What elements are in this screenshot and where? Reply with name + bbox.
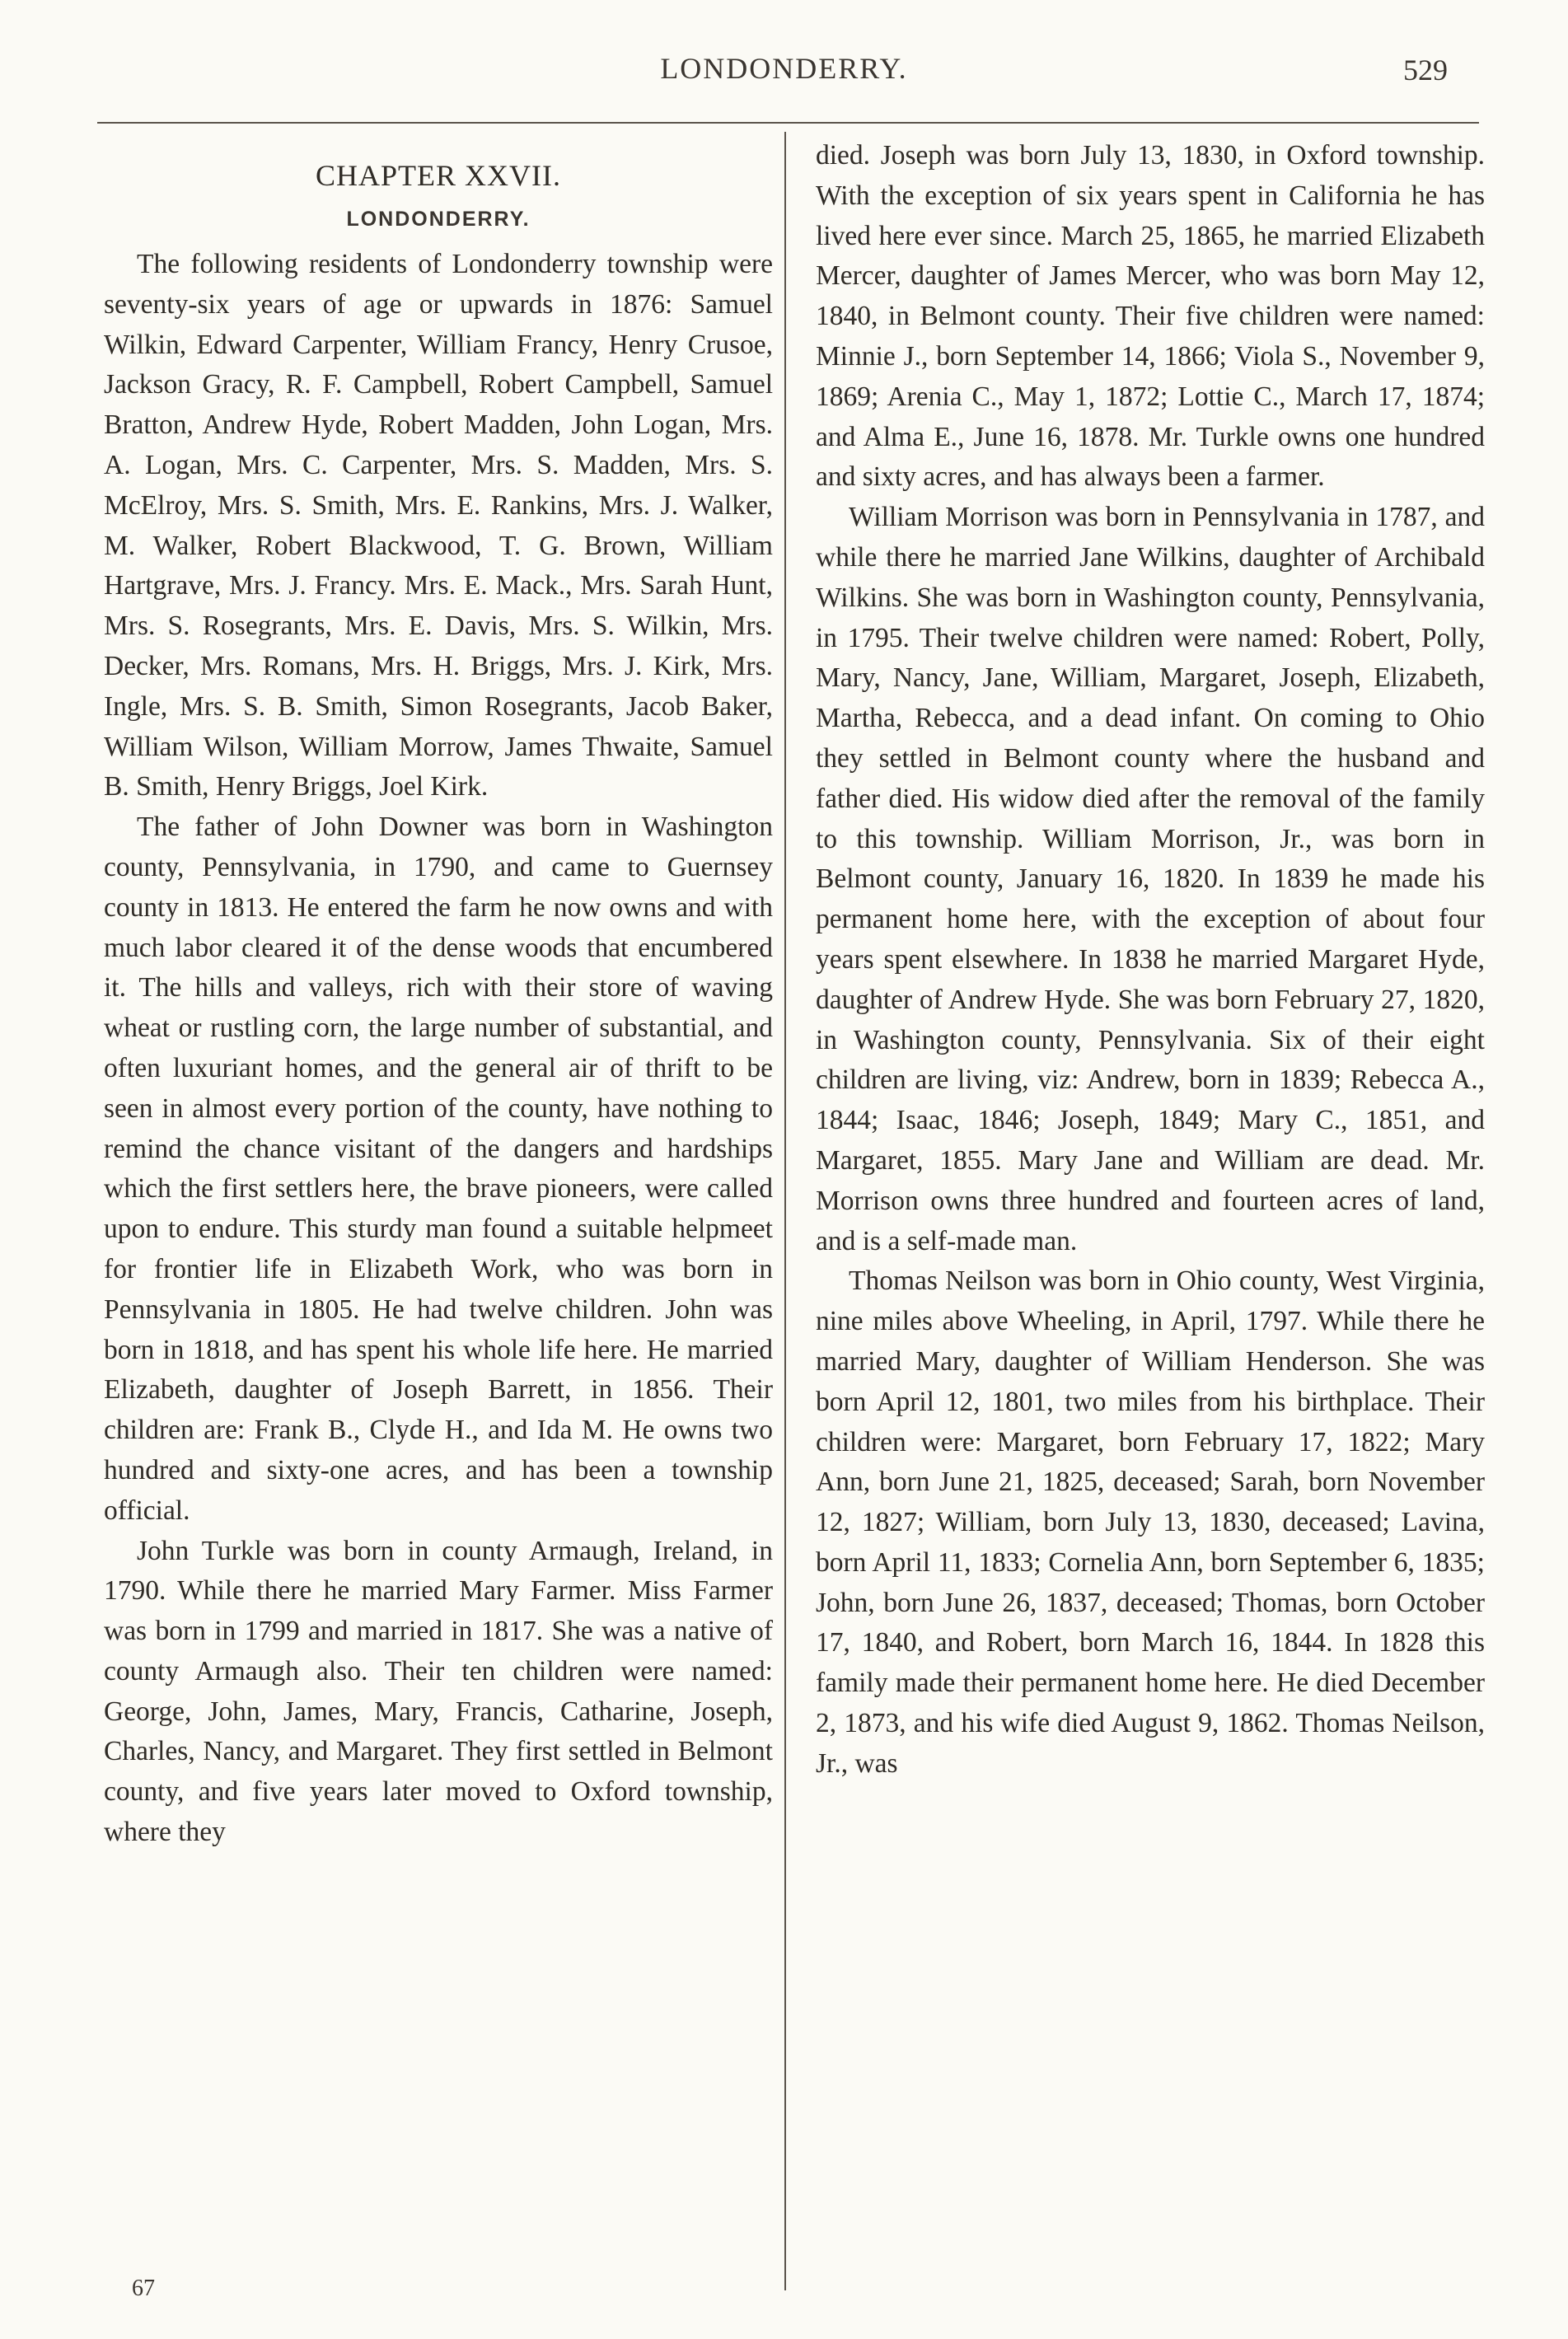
page-header (97, 51, 1471, 109)
paragraph-downer: The father of John Downer was born in Washington county, Pennsylvania, in 1790, and came to Guernsey county in 1813. He entered the farm he now owns and with much labor cleared it of the dense woods that encumbered it. The hills and valleys, rich with their store of waving wheat or rustling corn, the large number of substantial, and often luxuriant homes, and the general air of thrift to be seen in almost every portion of the county, have nothing to remind the chance visitant of the dangers and hardships which the first settlers here, the brave pioneers, were called upon to endure. This sturdy man found a suitable helpmeet for frontier life in Elizabeth Work, who was born in Pennsylvania in 1805. He had twelve children. John was born in 1818, and has spent his whole life here. He married Elizabeth, daughter of Joseph Barrett, in 1856. Their children are: Frank B., Clyde H., and Ida M. He owns two hundred and sixty-one acres, and has been a township official. (104, 812, 773, 1526)
paragraph-turkle: John Turkle was born in county Armaugh, Ireland, in 1790. While there he married Mary Farmer. Miss Farmer was born in 1799 and married in 1817. She was a native of county Armaugh also. Their ten children were named: George, John, James, Mary, Francis, Catharine, Joseph, Charles, Nancy, and Margaret. They first settled in Belmont county, and five years later moved to Oxford township, where they (104, 1535, 773, 1848)
column-divider (784, 132, 786, 2290)
header-rule (97, 122, 1479, 124)
paragraph-turkle-continued: died. Joseph was born July 13, 1830, in Oxford township. With the exception of six years spent in California he has lived here ever since. March 25, 1865, he married Elizabeth Mercer, daughter of James Mercer, who was born May 12, 1840, in Belmont county. Their five children were named: Minnie J., born September 14, 1866; Viola S., November 9, 1869; Arenia C., May 1, 1872; Lottie C., March 17, 1874; and Alma E., June 16, 1878. Mr. Turkle owns one hundred and sixty acres, and has always been a farmer. (816, 140, 1485, 493)
paragraph-morrison: William Morrison was born in Pennsylvania in 1787, and while there he married Jane Wilkins, daughter of Archibald Wilkins. She was born in Washington county, Pennsylvania, in 1795. Their twelve children were named: Robert, Polly, Mary, Nancy, Jane, William, Margaret, Joseph, Elizabeth, Martha, Rebecca, and a dead infant. On coming to Ohio they settled in Belmont county where the husband and father died. His widow died after the removal of the family to this township. William Morrison, Jr., was born in Belmont county, January 16, 1820. In 1839 he made his permanent home here, with the exception of about four years spent elsewhere. In 1838 he married Margaret Hyde, daughter of Andrew Hyde. She was born February 27, 1820, in Washington county, Pennsylvania. Six of their eight children are living, viz: Andrew, born in 1839; Rebecca A., 1844; Isaac, 1846; Joseph, 1849; Mary C., 1851, and Margaret, 1855. Mary Jane and William are dead. Mr. Morrison owns three hundred and fourteen acres of land, and is a self-made man. (816, 502, 1485, 1256)
signature-mark: 67 (132, 2276, 155, 2301)
page-number: 529 (1403, 54, 1448, 87)
running-title: LONDONDERRY. (660, 52, 908, 85)
right-column (816, 136, 1485, 1785)
paragraph-neilson: Thomas Neilson was born in Ohio county, West Virginia, nine miles above Wheeling, in April, 1797. While there he married Mary, daughter of William Henderson. She was born April 12, 1801, two miles from his birthplace. Their children were: Margaret, born February 17, 1822; Mary Ann, born June 21, 1825, deceased; Sarah, born November 12, 1827; William, born July 13, 1830, deceased; Lavina, born April 11, 1833; Cornelia Ann, born September 6, 1835; John, born June 26, 1837, deceased; Thomas, born October 17, 1840, and Robert, born March 16, 1844. In 1828 this family made their permanent home here. He died December 2, 1873, and his wife died August 9, 1862. Thomas Neilson, Jr., was (816, 1265, 1485, 1779)
chapter-subheading: LONDONDERRY. (346, 208, 531, 231)
paragraph-residents: The following residents of Londonderry township were seventy-six years of age or upwards in 1876: Samuel Wilkin, Edward Carpenter, William Francy, Henry Crusoe, Jackson Gracy, R. F. Campbell, Robert Campbell, Samuel Bratton, Andrew Hyde, Robert Madden, John Logan, Mrs. A. Logan, Mrs. C. Carpenter, Mrs. S. Madden, Mrs. S. McElroy, Mrs. S. Smith, Mrs. E. Rankins, Mrs. J. Walker, M. Walker, Robert Blackwood, T. G. Brown, William Hartgrave, Mrs. J. Francy. Mrs. E. Mack., Mrs. Sarah Hunt, Mrs. S. Rosegrants, Mrs. E. Davis, Mrs. S. Wilkin, Mrs. Decker, Mrs. Romans, Mrs. H. Briggs, Mrs. J. Kirk, Mrs. Ingle, Mrs. S. B. Smith, Simon Rosegrants, Jacob Baker, William Wilson, William Morrow, James Thwaite, Samuel B. Smith, Henry Briggs, Joel Kirk. (104, 249, 773, 802)
left-column (104, 136, 773, 1853)
chapter-heading: CHAPTER XXVII. (316, 159, 561, 192)
